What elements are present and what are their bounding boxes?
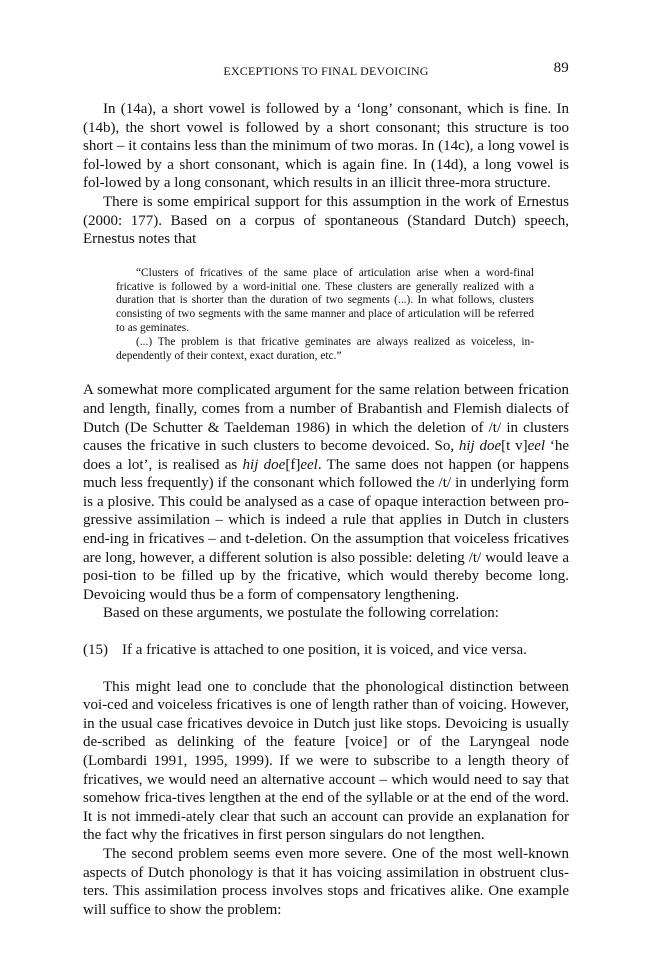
example-phrase-italic-3: hij doe [242, 456, 286, 473]
example-phrase-italic-1: hij doe [458, 438, 502, 455]
paragraph-6: The second problem seems even more severe. One of the most well-known aspects of Dutch phonology is that it has voicing assimilation in obstruent clus-ters. This assimilation process involves stops and fricatives alike. One example will suffice to show the problem: [83, 845, 569, 918]
example-phrase-italic-4: eel [300, 456, 318, 473]
running-header [83, 60, 569, 82]
paragraph-3-text-3: ‘he does a lot’, is realised as [83, 438, 569, 473]
paragraph-3 [83, 381, 569, 604]
page-number: 89 [553, 60, 569, 76]
paragraph-2: There is some empirical support for this assumption in the work of Ernestus (2000: 177). Based on a corpus of spontaneous (Standard Dutch) speech, Ernestus notes that [83, 193, 569, 248]
paragraph-5: This might lead one to conclude that the phonological distinction between voi-ced and voiceless fricatives is one of length rather than of voicing. However, in the usual case fricatives devoice in Dutch just like stops. Devoicing is usually de-scribed as delinking of the feature [voice] or of the Laryngeal node (Lombardi 1991, 1995, 1999). If we were to subscribe to a length theory of fricatives, we would need an alternative account – which would need to say that somehow frica-tives lengthen at the end of the syllable or at the end of the word. It is not immedi-ately clear that such an account can provide an explanation for the fact why the fricatives in first person singulars do not lengthen. [83, 678, 569, 844]
paragraph-3-text-5: . The same does not happen (or happens much less frequently) if the consonant which followed the /t/ in underlying form is a plosive. This could be analysed as a case of opaque interaction between pro-gressive assimilation – which is indeed a rule that applies in Dutch in clusters end-ing in fricatives – and t-deletion. On the assumption that voiceless fricatives are long, however, a different solution is also possible: deleting /t/ would leave a posi-tion to be filled up by the fricative, which would thereby become long. Devoicing would thus be a form of compensatory lengthening. [83, 456, 569, 603]
paragraph-3-text-2: [t v] [501, 438, 528, 455]
main-text [83, 100, 569, 919]
example-15 [83, 641, 569, 660]
paragraph-3-text-1: A somewhat more complicated argument for the same relation between frication and length, finally, comes from a number of Brabantish and Flemish dialects of Dutch (De Schutter & Taeldeman 1986) in which the deletion of /t/ in clusters causes the fricative in such clusters to become devoiced. So, [83, 382, 569, 455]
paragraph-4: Based on these arguments, we postulate the following correlation: [103, 605, 499, 622]
example-phrase-italic-2: eel [527, 438, 546, 455]
page [83, 60, 569, 919]
quote-paragraph-1: “Clusters of fricatives of the same place of articulation arise when a word-final fricative is followed by a word-initial one. These clusters are generally realized with a duration that is shorter than the duration of two segments (...). In what follows, clusters consisting of two segments with the same manner and place of articulation will be referred to as geminates. [116, 266, 534, 334]
paragraph-3-text-4: [f] [285, 456, 301, 473]
block-quote [116, 267, 534, 364]
example-number: (15) [83, 642, 108, 659]
quote-paragraph-2: (...) The problem is that fricative geminates are always realized as voiceless, in-dependently of their context, exact duration, etc.” [116, 335, 534, 362]
running-title: EXCEPTIONS TO FINAL DEVOICING [223, 64, 429, 78]
example-text: If a fricative is attached to one position, it is voiced, and vice versa. [122, 642, 527, 659]
paragraph-1: In (14a), a short vowel is followed by a ‘long’ consonant, which is fine. In (14b), the short vowel is followed by a short consonant; this structure is too short – it contains less than the minimum of two moras. In (14c), a long vowel is fol-lowed by a short consonant, which is again fine. In (14d), a long vowel is fol-lowed by a long consonant, which results in an illicit three-mora structure. [83, 101, 569, 192]
